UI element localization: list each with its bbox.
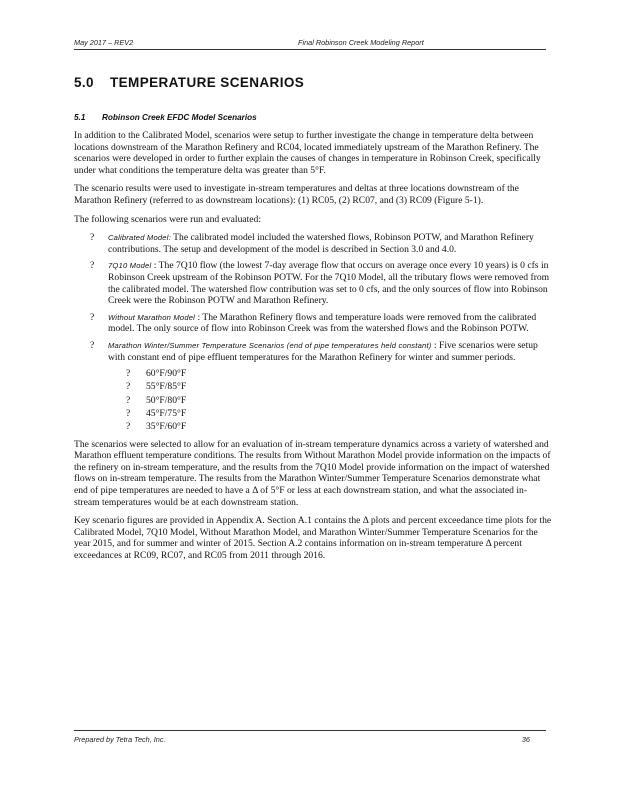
bullet-mark: ? (126, 394, 131, 406)
list-item (108, 367, 552, 380)
header-date-revision: May 2017 – REV2 (74, 38, 134, 47)
subsection-number: 5.1 (74, 113, 86, 122)
scenario-term: 7Q10 Model (108, 261, 152, 271)
body-text (74, 130, 552, 569)
bullet-mark: ? (126, 381, 131, 393)
section-heading (74, 75, 304, 90)
paragraph-intro: In addition to the Calibrated Model, scenarios were setup to further investigate the change in temperature delta between locations downstream of the Marathon Refinery and RC04, located immediately upstream of the Marathon Refinery. The scenarios were developed in order to further explain the causes of changes in temperature in Robinson Creek, specifically under what conditions the temperature delta was greater than 5°F. (74, 130, 541, 176)
list-item (108, 420, 552, 433)
list-item (108, 407, 552, 420)
bullet-mark: ? (126, 407, 131, 419)
paragraph-scenarios-intro: The following scenarios were run and evaluated: (74, 213, 262, 225)
footer-rule (74, 730, 546, 731)
scenario-description: : The 7Q10 flow (the lowest 7-day average flow that occurs on average once every 10 years) is 0 cfs in Robinson Creek upstream of the Robinson POTW. For the 7Q10 Model, all the tributary flows were removed from the calibrated model. The watershed flow contribution was set to 0 cfs, and the only sources of flow into Robinson Creek were the Robinson POTW and Marathon Refinery. (108, 260, 550, 307)
scenario-description: : The Marathon Refinery flows and temperature loads were removed from the calibrated model. The only source of flow into Robinson Creek was from the watershed flows and the Robinson POTW. (108, 311, 537, 335)
temperature-pair: 50°F/80°F (146, 394, 187, 406)
scenario-description: : Five scenarios were setup with constant end of pipe effluent temperatures for the Marathon Refinery for winter and summer periods. (108, 339, 538, 363)
paragraph-downstream-locations: The scenario results were used to investigate in-stream temperatures and deltas at three locations downstream of the Marathon Refinery (referred to as downstream locations): (1) RC05, (2) RC07, and (3) RC09 (Figure 5-1). (74, 183, 519, 206)
temperature-pair: 55°F/85°F (146, 381, 187, 393)
header-report-title: Final Robinson Creek Modeling Report (298, 38, 424, 47)
list-item (74, 312, 552, 335)
list-item (74, 340, 552, 434)
bullet-mark: ? (90, 339, 95, 351)
scenario-term: Calibrated Model: (108, 233, 171, 243)
bullet-mark: ? (90, 232, 95, 244)
list-item (108, 380, 552, 393)
section-title: TEMPERATURE SCENARIOS (110, 75, 305, 90)
page-number: 36 (521, 735, 530, 744)
temperature-pair-list (108, 367, 552, 433)
bullet-mark: ? (90, 260, 95, 272)
temperature-pair: 45°F/75°F (146, 407, 187, 419)
bullet-mark: ? (90, 311, 95, 323)
section-number: 5.0 (74, 75, 94, 90)
scenario-list (74, 232, 552, 433)
subsection-title: Robinson Creek EFDC Model Scenarios (102, 113, 257, 122)
temperature-pair: 35°F/60°F (146, 421, 187, 433)
scenario-description: The calibrated model included the watershed flows, Robinson POTW, and Marathon Refinery contributions. The setup and development of the model is described in Section 3.0 and 4.0. (108, 232, 534, 255)
bullet-mark: ? (126, 368, 131, 380)
scenario-term: Without Marathon Model (108, 312, 196, 322)
header-rule (74, 49, 546, 50)
footer-preparer: Prepared by Tetra Tech, Inc. (74, 735, 166, 744)
paragraph-scenario-rationale: The scenarios were selected to allow for an evaluation of in-stream temperature dynamics across a variety of watershed and Marathon effluent temperature conditions. The results from Without Marathon Model provide information on the impacts of the refinery on in-stream temperature, and the results from the 7Q10 Model provide information on the impact of watershed flows on in-stream temperature. The results from the Marathon Winter/Summer Temperature Scenarios demonstrate what end of pipe temperatures are needed to have a Δ of 5°F or less at each downstream station, and what the associated in-stream temperatures would be at each downstream station. (74, 438, 551, 508)
temperature-pair: 60°F/90°F (146, 368, 187, 380)
bullet-mark: ? (126, 421, 131, 433)
paragraph-appendix-reference: Key scenario figures are provided in Appendix A. Section A.1 contains the Δ plots and percent exceedance time plots for the Calibrated Model, 7Q10 Model, Without Marathon Model, and Marathon Winter/Summer Temperature Scenarios for the year 2015, and for summer and winter of 2015. Section A.2 contains information on in-stream temperature Δ percent exceedances at RC09, RC07, and RC05 from 2011 through 2016. (74, 515, 552, 561)
scenario-term: Marathon Winter/Summer Temperature Scenarios (end of pipe temperatures held constant) (108, 340, 432, 350)
list-item (74, 260, 552, 306)
list-item (74, 232, 552, 255)
list-item (108, 394, 552, 407)
subsection-heading (74, 113, 257, 122)
